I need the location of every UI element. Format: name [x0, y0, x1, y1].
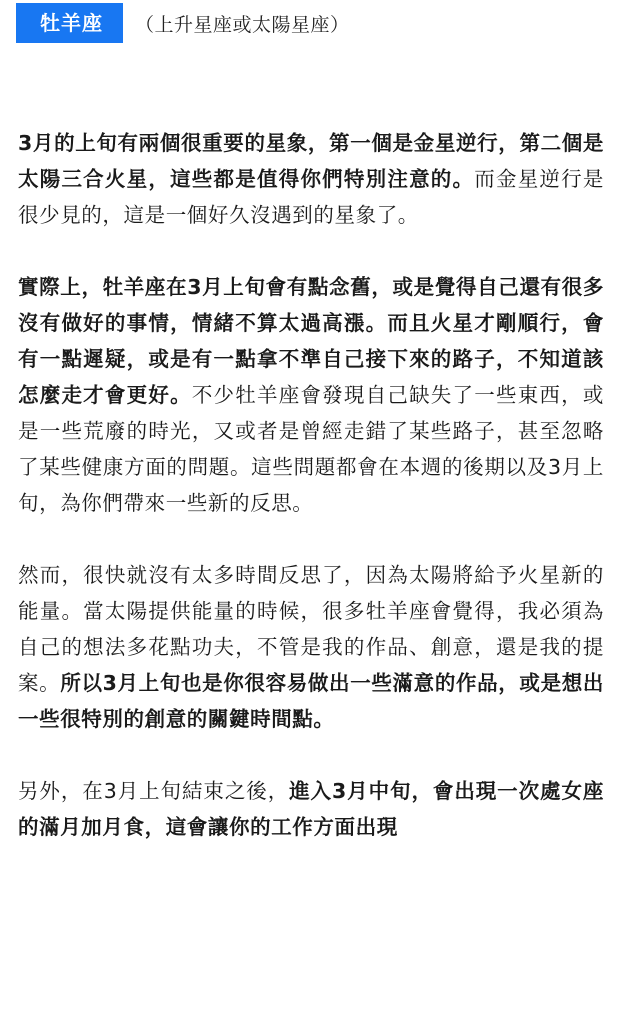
zodiac-badge: 牡羊座	[16, 3, 123, 43]
paragraph-1-normal: 而金星逆行是很少見的，這是一個好久沒遇到的星象了。	[18, 167, 604, 227]
paragraph-1-bold: 3月的上旬有兩個很重要的星象，第一個是金星逆行，第二個是太陽三合火星，這些都是值得你們特別注意的。	[18, 131, 604, 191]
paragraph-2	[18, 269, 604, 521]
article-page	[0, 3, 620, 1027]
paragraph-3	[18, 557, 604, 737]
paragraph-1	[18, 125, 604, 233]
paragraph-4	[18, 773, 604, 845]
paragraph-4-bold: 進入3月中旬，會出現一次處女座的滿月加月食，這會讓你的工作方面出現	[18, 779, 604, 839]
section-heading	[18, 3, 604, 43]
paragraph-2-normal: 不少牡羊座會發現自己缺失了一些東西，或是一些荒廢的時光，又或者是曾經走錯了某些路子，甚至忽略了某些健康方面的問題。這些問題都會在本週的後期以及3月上旬，為你們帶來一些新的反思。	[18, 383, 604, 515]
paragraph-3-bold: 所以3月上旬也是你很容易做出一些滿意的作品，或是想出一些很特別的創意的關鍵時間點。	[18, 671, 604, 731]
paragraph-2-bold: 實際上，牡羊座在3月上旬會有點念舊，或是覺得自己還有很多沒有做好的事情，情緒不算太過高漲。而且火星才剛順行，會有一點遲疑，或是有一點拿不準自己接下來的路子，不知道該怎麼走才會更好。	[18, 275, 604, 407]
paragraph-3-normal: 然而，很快就沒有太多時間反思了，因為太陽將給予火星新的能量。當太陽提供能量的時候，很多牡羊座會覺得，我必須為自己的想法多花點功夫，不管是我的作品、創意，還是我的提案。	[18, 563, 604, 695]
article-body	[18, 125, 604, 845]
zodiac-subtitle: （上升星座或太陽星座）	[135, 13, 350, 36]
paragraph-4-normal: 另外，在3月上旬結束之後，	[18, 779, 290, 803]
